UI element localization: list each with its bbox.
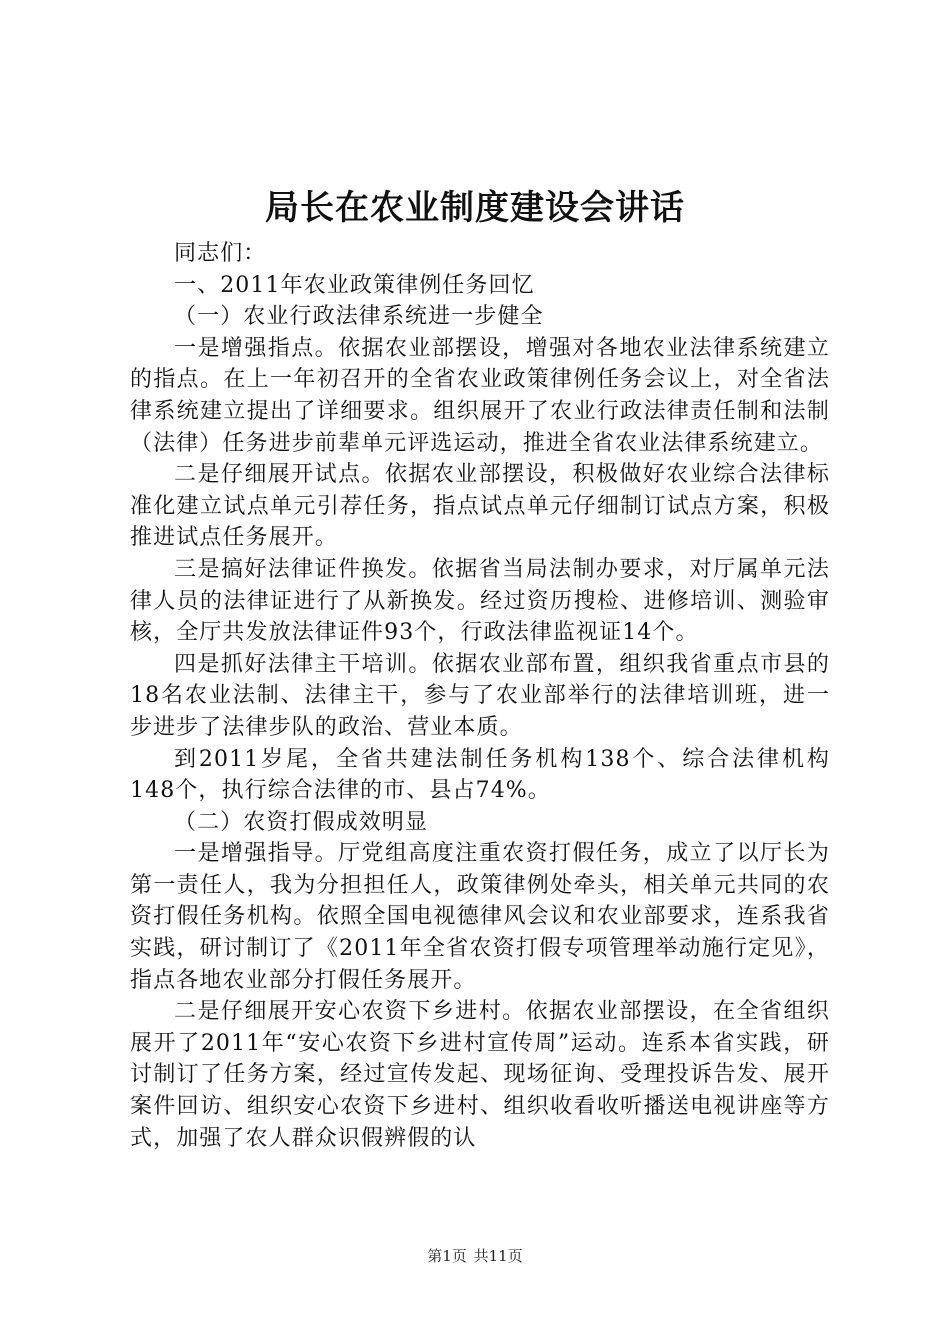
paragraph: 四是抓好法律主干培训。依据农业部布置，组织我省重点市县的18名农业法制、法律主干，参与了农业部举行的法律培训班，进一步进步了法律步队的政治、营业本质。 [130,651,830,740]
paragraph: 一是增强指导。厅党组高度注重农资打假任务，成立了以厅长为第一责任人，我为分担担任人，政策律例处牵头，相关单元共同的农资打假任务机构。依照全国电视德律风会议和农业部要求，连系我省实践，研讨制订了《2011年全省农资打假专项管理举动施行定见》，指点各地农业部分打假任务展开。 [130,841,830,993]
paragraph: 三是搞好法律证件换发。依据省当局法制办要求，对厅属单元法律人员的法律证进行了从新换发。经过资历搜检、进修培训、测验审核，全厅共发放法律证件93个，行政法律监视证14个。 [130,556,830,646]
paragraph: 二是仔细展开试点。依据农业部摆设，积极做好农业综合法律标准化建立试点单元引荐任务，指点试点单元仔细制订试点方案，积极推进试点任务展开。 [130,462,830,551]
section-heading-1: 一、2011年农业政策律例任务回忆 [174,272,535,298]
paragraph: 一是增强指点。依据农业部摆设，增强对各地农业法律系统建立的指点。在上一年初召开的全省农业政策律例任务会议上，对全省法律系统建立提出了详细要求。组织展开了农业行政法律责任制和法制（法律）任务进步前辈单元评选运动，推进全省农业法律系统建立。 [130,335,830,456]
paragraph-salutation: 同志们： [174,241,267,266]
document-title: 局长在农业制度建设会讲话 [265,188,685,228]
paragraph: 到2011岁尾，全省共建法制任务机构138个、综合法律机构148个，执行综合法律的市、县占74%。 [130,746,830,804]
page-number: 第1页 [427,1247,467,1265]
page-footer [0,1246,950,1266]
subsection-heading-1: （一）农业行政法律系统进一步健全 [174,304,544,330]
document-body [130,238,830,1154]
page-total: 共11页 [473,1247,523,1265]
paragraph: 二是仔细展开安心农资下乡进村。依据农业部摆设，在全省组织展开了2011年“安心农资下乡进村宣传周”运动。连系本省实践，研讨制订了任务方案，经过宣传发起、现场征询、受理投诉告发、展开案件回访、组织安心农资下乡进村、组织收看收听播送电视讲座等方式，加强了农人群众识假辨假的认 [130,999,830,1151]
subsection-heading-2: （二）农资打假成效明显 [174,809,429,835]
